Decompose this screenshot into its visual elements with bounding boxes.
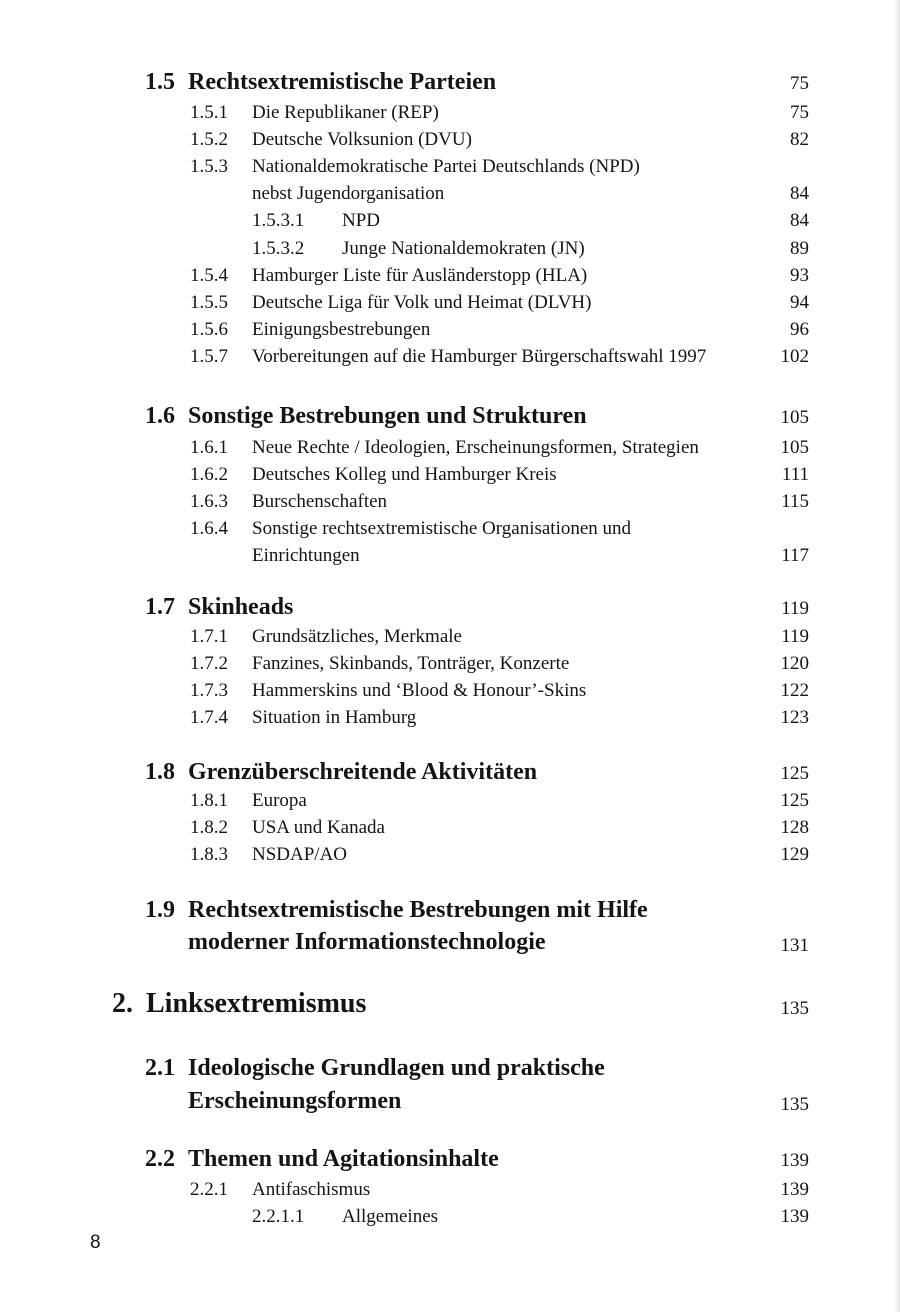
toc-number: 1.6.2 xyxy=(190,464,228,485)
toc-title: Sonstige rechtsextremistische Organisationen und xyxy=(252,518,632,539)
toc-page: 139 xyxy=(780,1150,809,1171)
toc-page: 84 xyxy=(790,210,809,231)
toc-title: Europa xyxy=(252,790,307,811)
toc-number: 1.5.5 xyxy=(190,292,228,313)
toc-title: Rechtsextremistische Bestrebungen mit Hilfe xyxy=(188,897,648,923)
toc-page: 120 xyxy=(780,653,809,674)
toc-page: 131 xyxy=(780,935,809,956)
toc-number: 1.9 xyxy=(145,897,175,923)
toc-title: Junge Nationaldemokraten (JN) xyxy=(342,238,585,259)
toc-number: 1.5.3.1 xyxy=(252,210,305,231)
toc-title: Fanzines, Skinbands, Tonträger, Konzerte xyxy=(252,653,570,674)
toc-number: 1.5.6 xyxy=(190,319,228,340)
toc-page: 135 xyxy=(780,1094,809,1115)
toc-number: 1.6 xyxy=(145,403,175,429)
toc-number: 1.8.3 xyxy=(190,844,228,865)
toc-page: 117 xyxy=(781,545,809,566)
toc-page: 139 xyxy=(780,1206,809,1227)
toc-number: 1.5.2 xyxy=(190,129,228,150)
toc-number: 2.2.1 xyxy=(190,1179,228,1200)
page-number: 8 xyxy=(90,1232,101,1253)
toc-number: 1.8.2 xyxy=(190,817,228,838)
toc-title: Allgemeines xyxy=(342,1206,439,1227)
toc-number: 2. xyxy=(112,988,133,1019)
toc-title: nebst Jugendorganisation xyxy=(252,183,445,204)
toc-number: 1.8.1 xyxy=(190,790,228,811)
toc-title: Deutsche Liga für Volk und Heimat (DLVH) xyxy=(252,292,592,313)
toc-number: 1.6.4 xyxy=(190,518,228,539)
toc-title: Situation in Hamburg xyxy=(252,707,417,728)
toc-page: 105 xyxy=(780,407,809,428)
toc-page: 111 xyxy=(781,464,809,485)
toc-title: Die Republikaner (REP) xyxy=(252,102,439,123)
toc-title: Burschenschaften xyxy=(252,491,388,512)
toc-title: Hamburger Liste für Ausländerstopp (HLA) xyxy=(252,265,588,286)
toc-page: 129 xyxy=(780,844,809,865)
toc-page: 105 xyxy=(780,437,809,458)
toc-title: USA und Kanada xyxy=(252,817,385,838)
toc-number: 1.7 xyxy=(145,594,175,620)
toc-page: 102 xyxy=(780,346,809,367)
toc-number: 1.6.1 xyxy=(190,437,228,458)
toc-title: Erscheinungsformen xyxy=(188,1088,402,1114)
toc-page: 94 xyxy=(790,292,809,313)
toc-title: Rechtsextremistische Parteien xyxy=(188,69,497,95)
toc-number: 1.5.3.2 xyxy=(252,238,305,259)
toc-page: 82 xyxy=(790,129,809,150)
toc-title: Grundsätzliches, Merkmale xyxy=(252,626,462,647)
toc-number: 1.5.3 xyxy=(190,156,228,177)
toc-number: 1.5.4 xyxy=(190,265,228,286)
toc-number: 1.5.7 xyxy=(190,346,228,367)
toc-number: 1.5 xyxy=(145,69,175,95)
toc-page: 75 xyxy=(790,73,809,94)
toc-page: 84 xyxy=(790,183,809,204)
toc-title: moderner Informationstechnologie xyxy=(188,929,546,955)
toc-page: 75 xyxy=(790,102,809,123)
toc-title: Ideologische Grundlagen und praktische xyxy=(188,1055,605,1081)
toc-title: Antifaschismus xyxy=(252,1179,371,1200)
toc-number: 1.7.2 xyxy=(190,653,228,674)
toc-number: 1.7.4 xyxy=(190,707,228,728)
toc-title: Neue Rechte / Ideologien, Erscheinungsformen, Strategien xyxy=(252,437,699,458)
toc-page: 135 xyxy=(780,998,809,1019)
toc-number: 1.7.1 xyxy=(190,626,228,647)
toc-title: Deutsches Kolleg und Hamburger Kreis xyxy=(252,464,557,485)
toc-title: Themen und Agitationsinhalte xyxy=(188,1146,499,1172)
toc-title: Sonstige Bestrebungen und Strukturen xyxy=(188,403,587,429)
toc-page: 122 xyxy=(780,680,809,701)
toc-page: 119 xyxy=(781,598,809,619)
toc-number: 1.5.1 xyxy=(190,102,228,123)
toc-title: NSDAP/AO xyxy=(252,844,348,865)
toc-page: 89 xyxy=(790,238,809,259)
toc-page: 93 xyxy=(790,265,809,286)
toc-title: Vorbereitungen auf die Hamburger Bürgerschaftswahl 1997 xyxy=(252,346,707,367)
toc-title: Skinheads xyxy=(188,594,294,620)
toc-page: 125 xyxy=(780,763,809,784)
toc-title: Einigungsbestrebungen xyxy=(252,319,431,340)
toc-title: Nationaldemokratische Partei Deutschlands (NPD) xyxy=(252,156,640,177)
toc-title: Grenzüberschreitende Aktivitäten xyxy=(188,759,538,785)
toc-page: 128 xyxy=(780,817,809,838)
toc-title: NPD xyxy=(342,210,381,231)
toc-page: 123 xyxy=(780,707,809,728)
toc-number: 2.2.1.1 xyxy=(252,1206,305,1227)
toc-title: Linksextremismus xyxy=(146,988,367,1019)
toc-title: Hammerskins und ‘Blood & Honour’-Skins xyxy=(252,680,587,701)
toc-title: Deutsche Volksunion (DVU) xyxy=(252,129,472,150)
toc-page: 96 xyxy=(790,319,809,340)
toc-page: 119 xyxy=(781,626,809,647)
toc-number: 1.6.3 xyxy=(190,491,228,512)
toc-page: 139 xyxy=(780,1179,809,1200)
toc-title: Einrichtungen xyxy=(252,545,360,566)
toc-page: 125 xyxy=(780,790,809,811)
toc-number: 1.8 xyxy=(145,759,175,785)
toc-number: 2.2 xyxy=(145,1146,175,1172)
toc-number: 1.7.3 xyxy=(190,680,228,701)
toc-page: 115 xyxy=(781,491,809,512)
toc-number: 2.1 xyxy=(145,1055,175,1081)
